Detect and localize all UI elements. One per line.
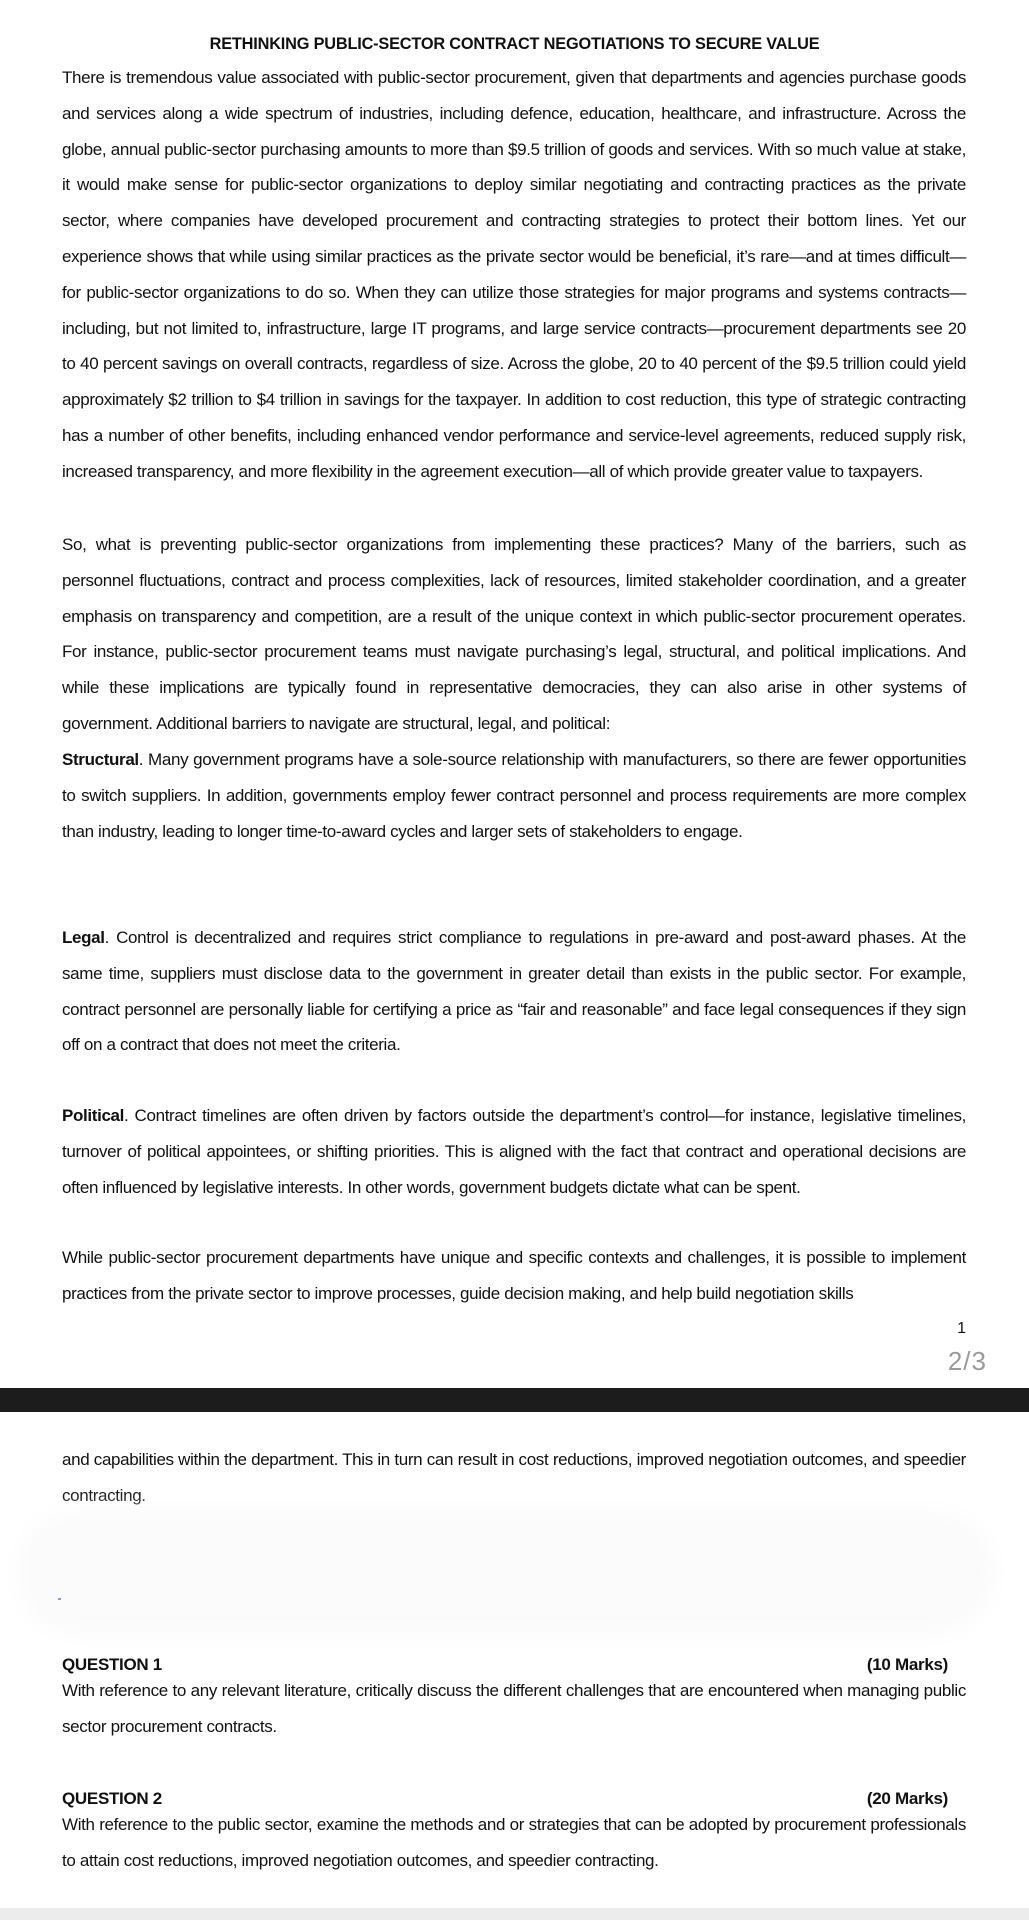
question-2-text: With reference to the public sector, examine the methods and or strategies that can be adopted by procurement professionals to attain cost reductions, improved negotiation outcomes, and speedier contracting. <box>62 1815 966 1870</box>
barriers-paragraph: So, what is preventing public-sector organizations from implementing these practices? Many of the barriers, such as personnel fluctuations, contract and process complexities, lack of resources, limited stakeholder coordination, and a greater emphasis on transparency and competition, are a result of the unique context in which public-sector procurement operates. For instance, public-sector procurement teams must navigate purchasing’s legal, structural, and political implications. And while these implications are typically found in representative democracies, they can also arise in other systems of government. Additional barriers to navigate are structural, legal, and political: <box>62 535 966 733</box>
political-lead: Political <box>62 1106 125 1125</box>
blurred-region <box>36 1530 976 1616</box>
question-2-header <box>62 1789 948 1809</box>
structural-paragraph <box>62 742 966 849</box>
structural-text: . Many government programs have a sole-source relationship with manufacturers, so there are fewer opportunities to switch suppliers. In addition, governments employ fewer contract personnel and process requirements are more complex than industry, leading to longer time-to-award cycles and larger sets of stakeholders to engage. <box>62 750 966 841</box>
closing-paragraph-part1: While public-sector procurement departments have unique and specific contexts and challenges, it is possible to implement practices from the private sector to improve processes, guide decision making, and help build negotiation skills <box>62 1248 966 1303</box>
question-1-header <box>62 1655 948 1675</box>
question-1-text: With reference to any relevant literature, critically discuss the different challenges that are encountered when managing public sector procurement contracts. <box>62 1681 966 1736</box>
structural-lead: Structural <box>62 750 139 769</box>
page-indicator: 2/3 <box>947 1346 987 1376</box>
political-text: . Contract timelines are often driven by factors outside the department’s control—for instance, legislative timelines, turnover of political appointees, or shifting priorities. This is aligned with the fact that contract and operational decisions are often influenced by legislative interests. In other words, government budgets dictate what can be spent. <box>62 1106 966 1197</box>
blurred-region-speck <box>58 1598 61 1600</box>
intro-paragraph: There is tremendous value associated with public-sector procurement, given that departments and agencies purchase goods and services along a wide spectrum of industries, including defence, education, healthcare, and infrastructure. Across the globe, annual public-sector purchasing amounts to more than $9.5 trillion of goods and services. With so much value at stake, it would make sense for public-sector organizations to deploy similar negotiating and contracting practices as the private sector, where companies have developed procurement and contracting strategies to protect their bottom lines. Yet our experience shows that while using similar practices as the private sector would be beneficial, it’s rare—and at times difficult—for public-sector organizations to do so. When they can utilize those strategies for major programs and systems contracts—including, but not limited to, infrastructure, large IT programs, and large service contracts—procurement departments see 20 to 40 percent savings on overall contracts, regardless of size. Across the globe, 20 to 40 percent of the $9.5 trillion could yield approximately $2 trillion to $4 trillion in savings for the taxpayer. In addition to cost reduction, this type of strategic contracting has a number of other benefits, including enhanced vendor performance and service-level agreements, reduced supply risk, increased transparency, and more flexibility in the agreement execution—all of which provide greater value to taxpayers. <box>62 68 966 481</box>
closing-paragraph-part2: and capabilities within the department. This in turn can result in cost reductions, improved negotiation outcomes, and speedier contracting. <box>62 1450 966 1505</box>
legal-lead: Legal <box>62 928 105 947</box>
question-1-marks: (10 Marks) <box>866 1655 948 1674</box>
page-number: 1 <box>957 1320 966 1337</box>
question-1-heading: QUESTION 1 <box>62 1655 162 1674</box>
question-2-heading: QUESTION 2 <box>62 1789 162 1808</box>
document-title: RETHINKING PUBLIC-SECTOR CONTRACT NEGOTIATIONS TO SECURE VALUE <box>209 34 820 53</box>
bottom-edge <box>0 1908 1029 1920</box>
document-page-2 <box>0 1412 1029 1908</box>
page-divider <box>0 1388 1029 1412</box>
legal-text: . Control is decentralized and requires strict compliance to regulations in pre-award and post-award phases. At the same time, suppliers must disclose data to the government in greater detail than exists in the public sector. For example, contract personnel are personally liable for certifying a price as “fair and reasonable” and face legal consequences if they sign off on a contract that does not meet the criteria. <box>62 928 966 1055</box>
question-2-marks: (20 Marks) <box>866 1789 948 1808</box>
political-paragraph <box>62 1098 966 1205</box>
legal-paragraph <box>62 920 966 1063</box>
